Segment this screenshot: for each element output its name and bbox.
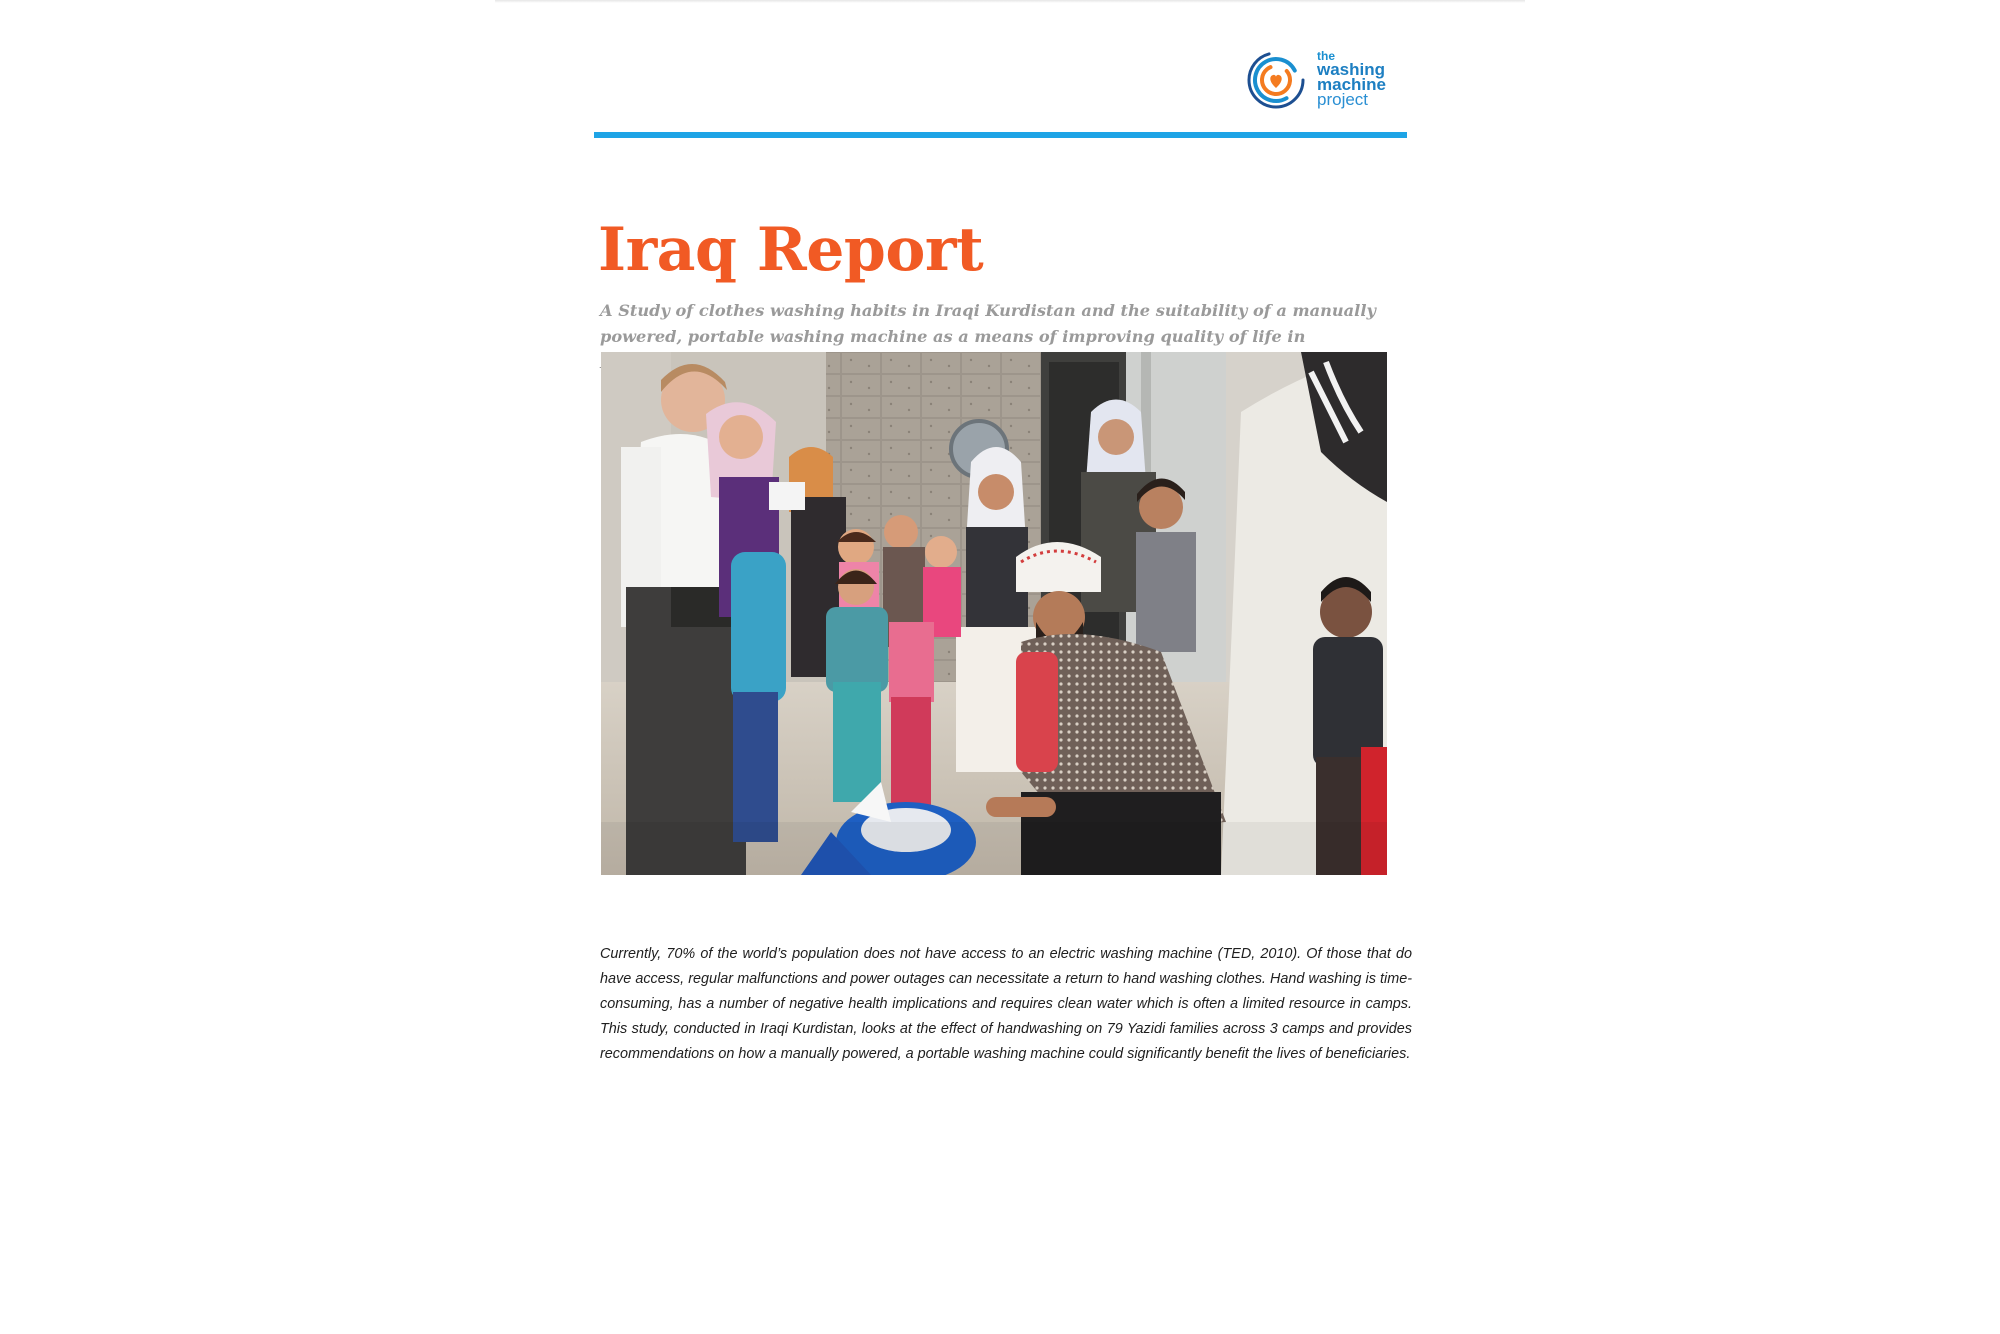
logo-word-machine: machine: [1317, 75, 1386, 94]
header-rule: [594, 132, 1407, 138]
camp-group-photo: [601, 352, 1387, 875]
report-title: Iraq Report: [598, 215, 984, 285]
report-subtitle: A Study of clothes washing habits in Iraqi Kurdistan and the suitability of a manually powered, portable washing machine as a means of improving quality of life in: [600, 301, 1376, 346]
logo-word-the: the: [1317, 49, 1335, 63]
swirl-heart-logo-icon: [1243, 48, 1307, 112]
report-summary-paragraph: Currently, 70% of the world’s population does not have access to an electric washing machine (TED, 2010). Of those that do have access, regular malfunctions and power outages can necessitate a return to hand washing clothes. Hand washing is time-consuming, has a number of negative health implications and requires clean water which is often a limited resource in camps. This study, conducted in Iraqi Kurdistan, looks at the effect of handwashing on 79 Yazidi families across 3 camps and provides recommendations on how a manually powered, a portable washing machine could significantly benefit the lives of beneficiaries.: [600, 946, 1412, 1062]
logo-wordmark: [1317, 50, 1417, 107]
logo-word-washing: washing: [1317, 60, 1386, 79]
washing-machine-project-logo: [1243, 46, 1413, 116]
cover-photo: [601, 352, 1387, 875]
logo-word-project: project: [1317, 90, 1369, 109]
